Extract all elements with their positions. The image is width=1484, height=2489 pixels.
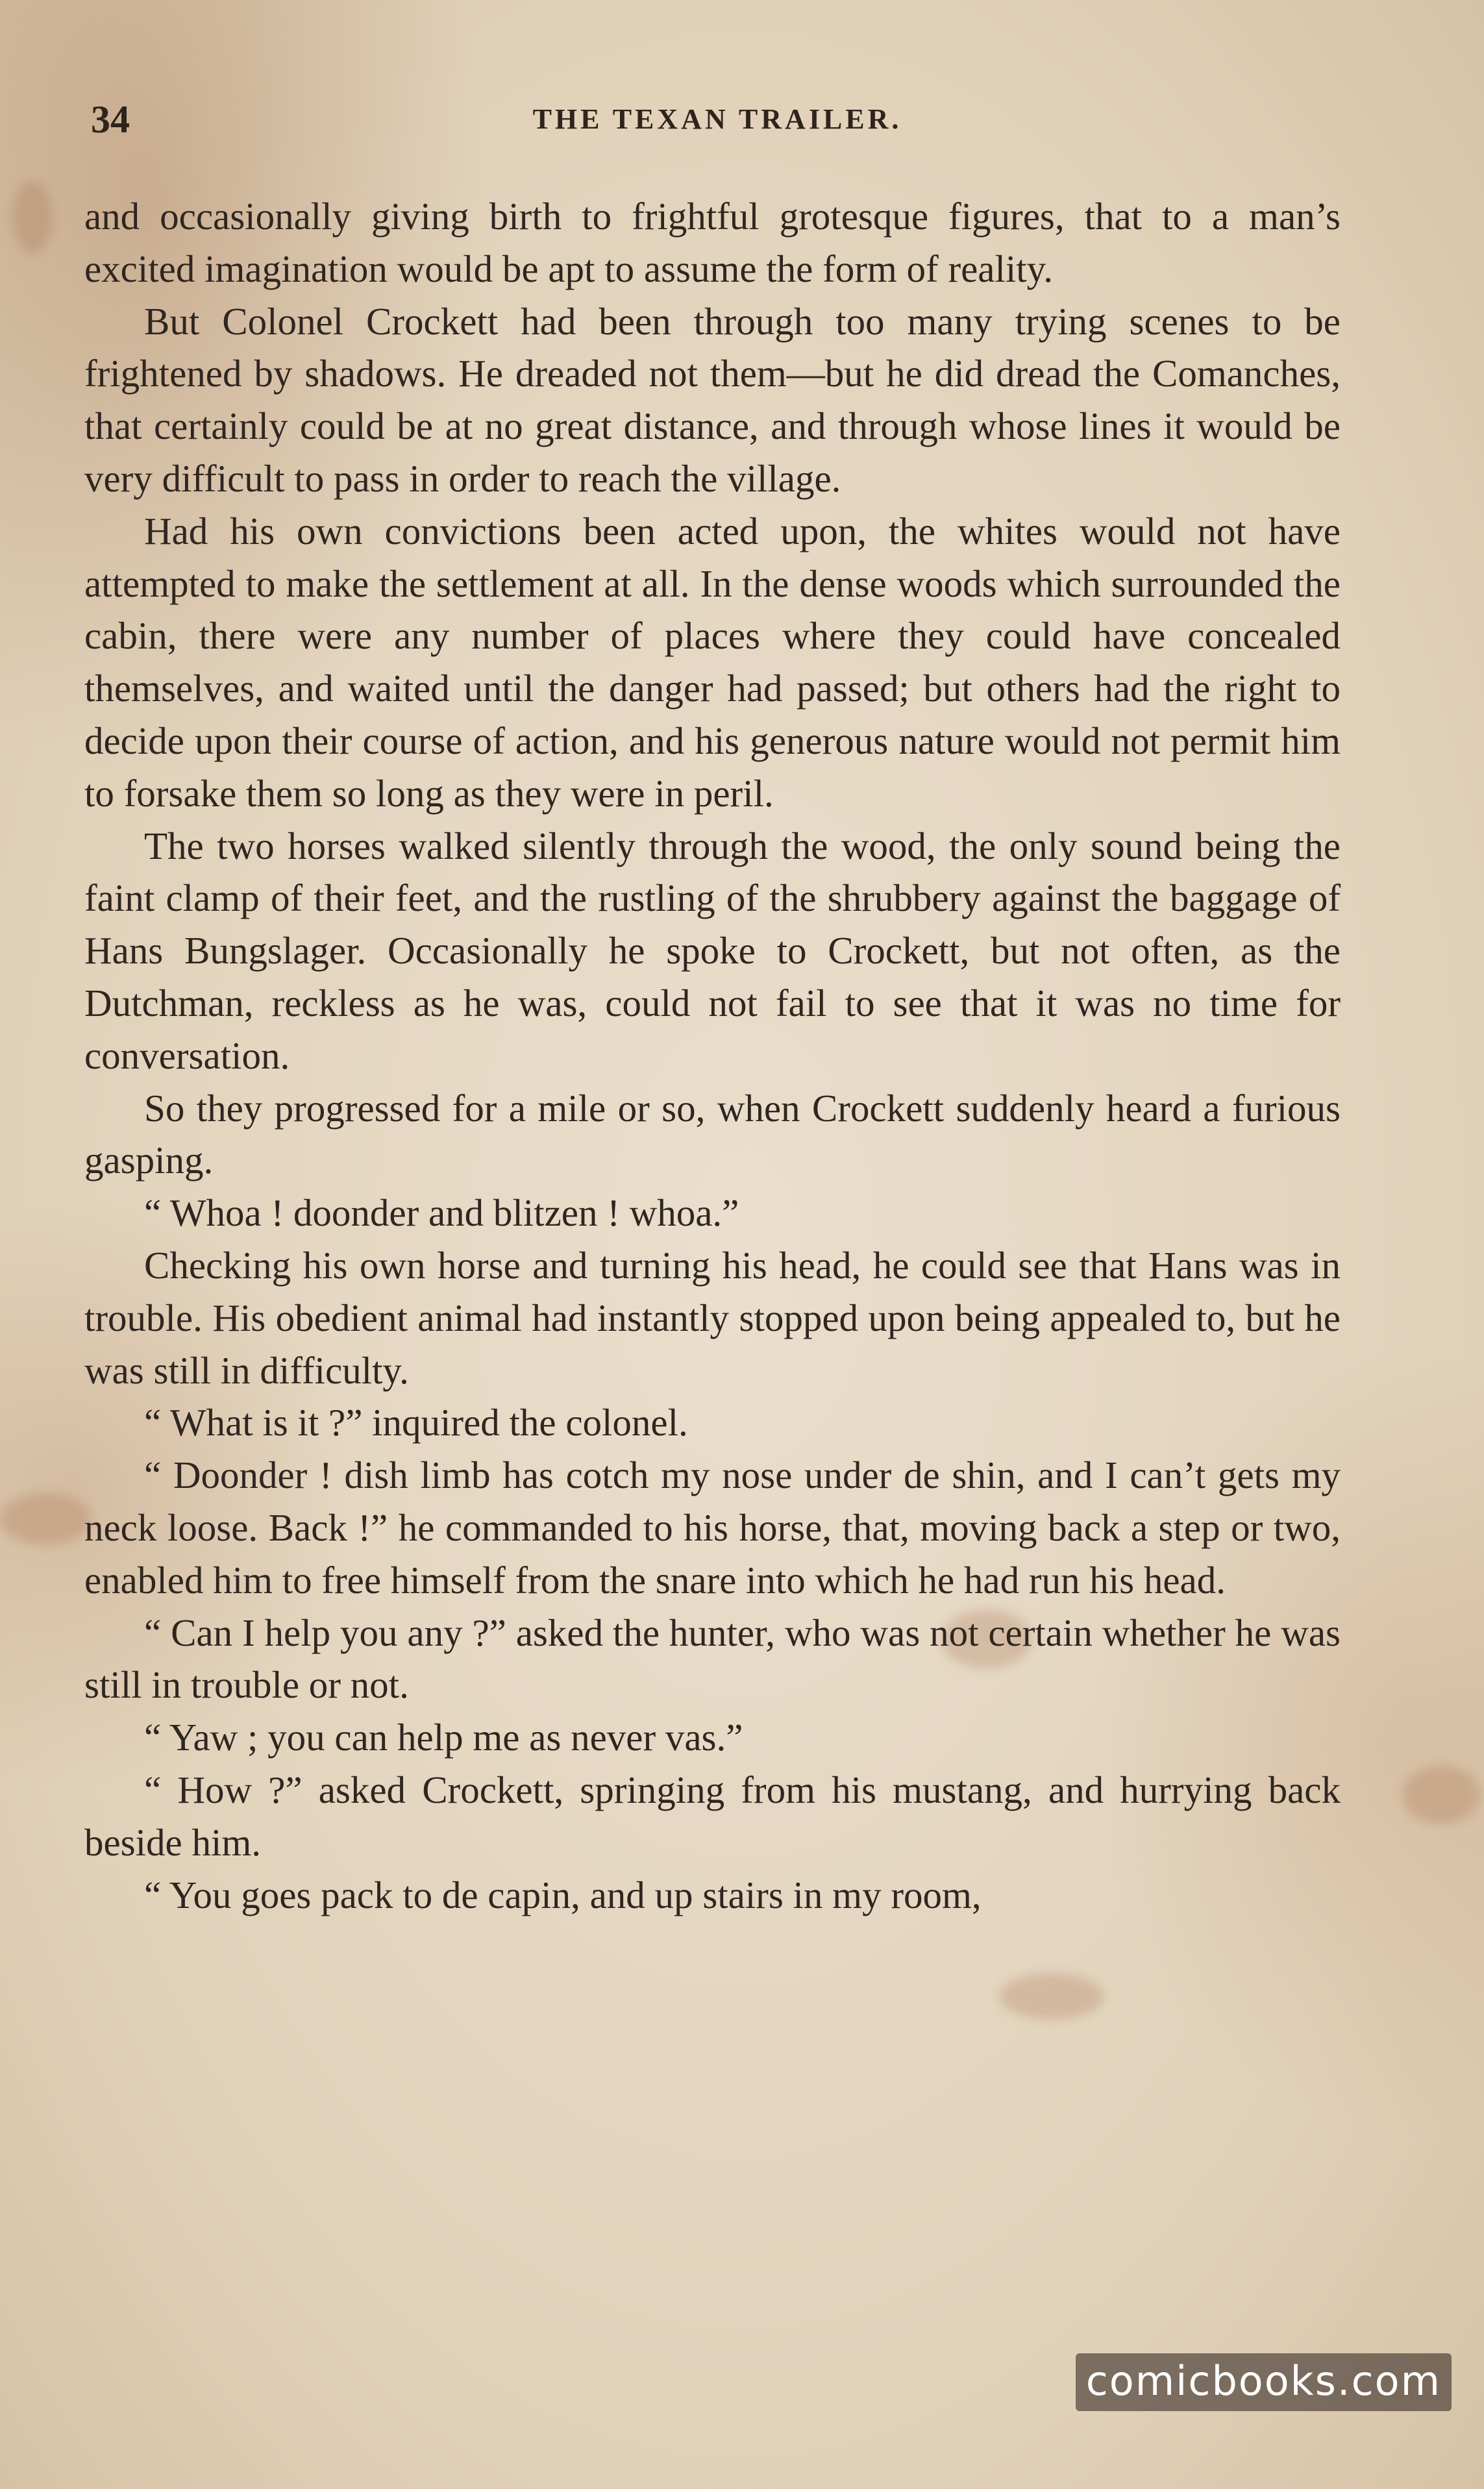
paragraph: Checking his own horse and turning his head, he could see that Hans was in trouble. His obedient animal had instantly stopped upon being appealed to, but he was still in difficulty. — [84, 1243, 1341, 1392]
paragraph: But Colonel Crockett had been through too many trying scenes to be frightened by shadows. He dreaded not them—but he did dread the Comanches, that certainly could be at no great distance, and through whose lines it would be very difficult to pass in order to reach the village. — [84, 299, 1341, 500]
page-number: 34 — [91, 98, 130, 141]
paragraph: The two horses walked silently through the wood, the only sound being the faint clamp of their feet, and the rustling of the shrubbery against the baggage of Hans Bungslager. Occasionally he spoke to Crockett, but not often, as the Dutchman, reckless as he was, could not fail to see that it was no time for conversation. — [84, 824, 1341, 1077]
page-stain — [0, 1493, 91, 1545]
paragraph: “ Whoa ! doonder and blitzen ! whoa.” — [144, 1191, 739, 1235]
paragraph: Had his own convictions been acted upon, the whites would not have attempted to make the settlement at all. In the dense woods which surrounded the cabin, there were any number of places where they could have concealed themselves, and waited until the danger had passed; but others had the right to decide upon their course of action, and his generous nature would not permit him to forsake them so long as they were in peril. — [84, 509, 1341, 815]
paragraph: “ How ?” asked Crockett, springing from his mustang, and hurrying back beside him. — [84, 1768, 1341, 1864]
body-text — [84, 190, 1341, 1921]
page-stain — [1000, 1974, 1104, 2019]
page-stain — [1402, 1766, 1480, 1824]
watermark: comicbooks.com — [1076, 2353, 1452, 2411]
paragraph: “ You goes pack to de capin, and up stairs in my room, — [144, 1873, 982, 1916]
page-header — [91, 97, 1344, 149]
paragraph: “ Can I help you any ?” asked the hunter, who was not certain whether he was still in trouble or not. — [84, 1611, 1341, 1707]
page-stain — [13, 182, 52, 253]
paragraph: “ What is it ?” inquired the colonel. — [144, 1401, 688, 1444]
paragraph: “ Yaw ; you can help me as never vas.” — [144, 1716, 743, 1759]
running-title: THE TEXAN TRAILER. — [532, 103, 902, 135]
paragraph: “ Doonder ! dish limb has cotch my nose under de shin, and I can’t gets my neck loose. Back !” he commanded to his horse, that, moving back a step or two, enabled him to free himself from the snare into which he had run his head. — [84, 1454, 1341, 1602]
paragraph: and occasionally giving birth to frightful grotesque figures, that to a man’s excited imagination would be apt to assume the form of reality. — [84, 195, 1341, 290]
paragraph: So they progressed for a mile or so, when Crockett suddenly heard a furious gasping. — [84, 1086, 1341, 1182]
